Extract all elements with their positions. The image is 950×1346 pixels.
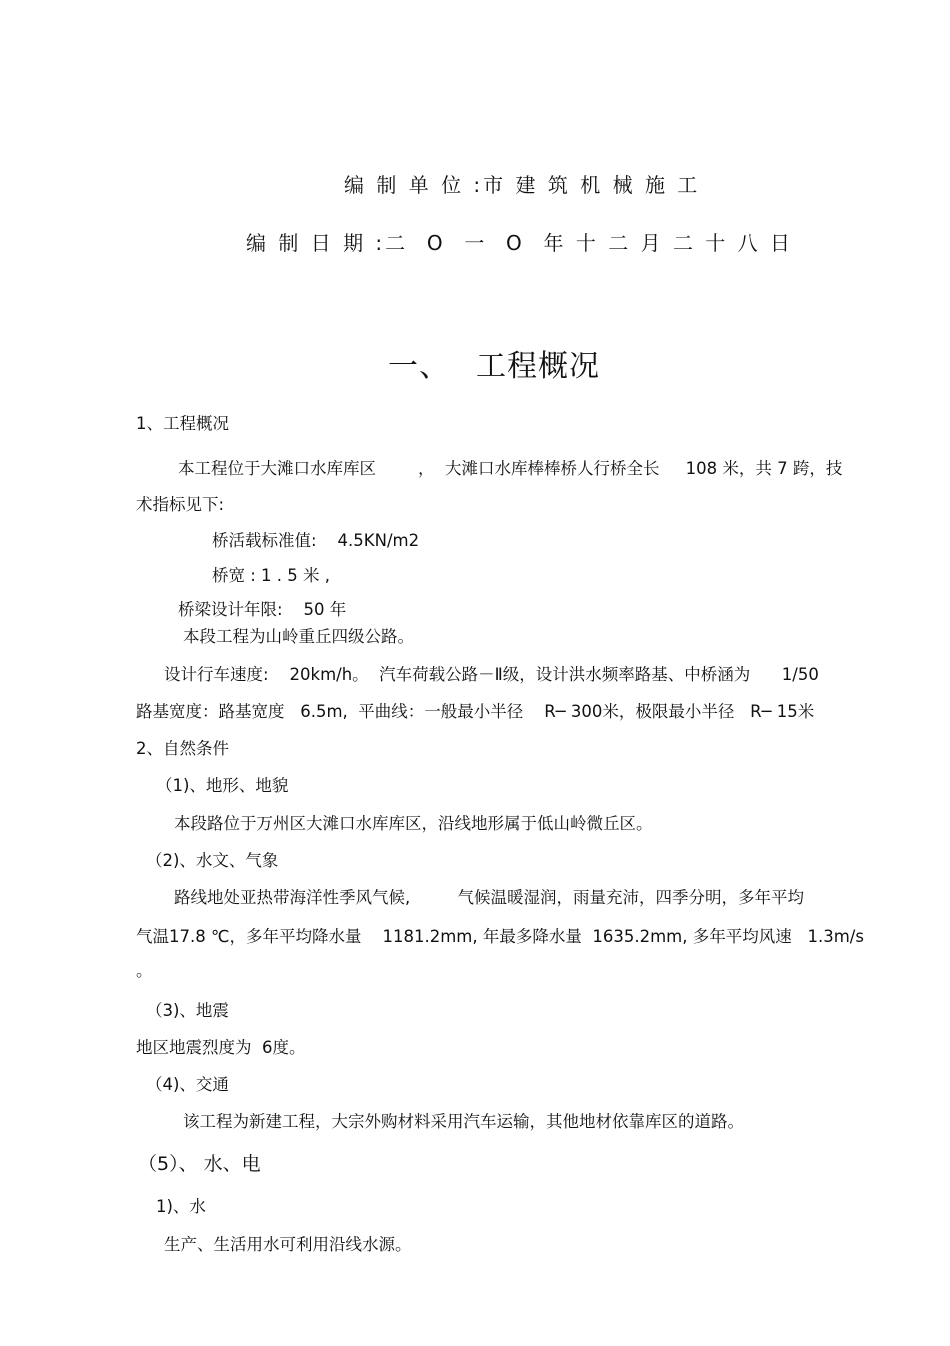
- traffic-heading: （4)、交通: [146, 1075, 229, 1094]
- terrain-text: 本段路位于万州区大滩口水库库区，沿线地形属于低山岭微丘区。: [174, 814, 653, 833]
- climate-line2: 气温17.8 ℃，多年平均降水量 1181.2mm, 年最多降水量 1635.2mm, 多年平均风速 1.3m/s: [136, 927, 864, 946]
- spec-life: 桥梁设计年限: 50 年: [178, 600, 347, 619]
- utilities-heading: （5）、 水、电: [138, 1153, 261, 1175]
- road-class: 本段工程为山岭重丘四级公路。: [183, 627, 414, 646]
- traffic-text: 该工程为新建工程，大宗外购材料采用汽车运输，其他地材依靠库区的道路。: [183, 1112, 744, 1131]
- section1-heading: 1、工程概况: [136, 414, 229, 433]
- spec-load: 桥活载标准值: 4.5KN/m2: [212, 531, 420, 550]
- quake-text: 地区地震烈度为 6度。: [136, 1038, 306, 1057]
- climate-line3: 。: [136, 961, 153, 980]
- climate-line1: 路线地处亚热带海洋性季风气候, 气候温暖湿润，雨量充沛，四季分明，多年平均: [174, 888, 804, 907]
- water-heading: 1)、水: [156, 1197, 206, 1216]
- chapter-number: 一、: [388, 349, 450, 384]
- cover-unit: 编 制 单 位 :市 建 筑 机 械 施 工: [344, 173, 701, 197]
- overview-line2: 术指标见下:: [136, 495, 225, 514]
- spec-width: 桥宽 : 1 . 5 米 ,: [212, 566, 331, 585]
- water-text: 生产、生活用水可利用沿线水源。: [164, 1235, 412, 1254]
- cover-date: 编 制 日 期 :二 O 一 O 年 十 二 月 二 十 八 日: [246, 231, 794, 255]
- design-line1: 设计行车速度: 20km/h。 汽车荷载公路－Ⅱ级，设计洪水频率路基、中桥涵为 1/50: [164, 665, 819, 684]
- overview-line1: 本工程位于大滩口水库库区 ， 大滩口水库棒棒桥人行桥全长 108 米，共 7 跨，技: [178, 459, 843, 478]
- terrain-heading: （1)、地形、地貌: [156, 776, 289, 795]
- climate-heading: （2)、水文、气象: [146, 851, 279, 870]
- chapter-title: 工程概况: [476, 349, 600, 384]
- section2-heading: 2、自然条件: [136, 739, 229, 758]
- design-line2: 路基宽度：路基宽度 6.5m, 平曲线：一般最小半径 R─ 300米，极限最小半径 R─ 15米: [136, 702, 815, 721]
- quake-heading: （3)、地震: [146, 1001, 229, 1020]
